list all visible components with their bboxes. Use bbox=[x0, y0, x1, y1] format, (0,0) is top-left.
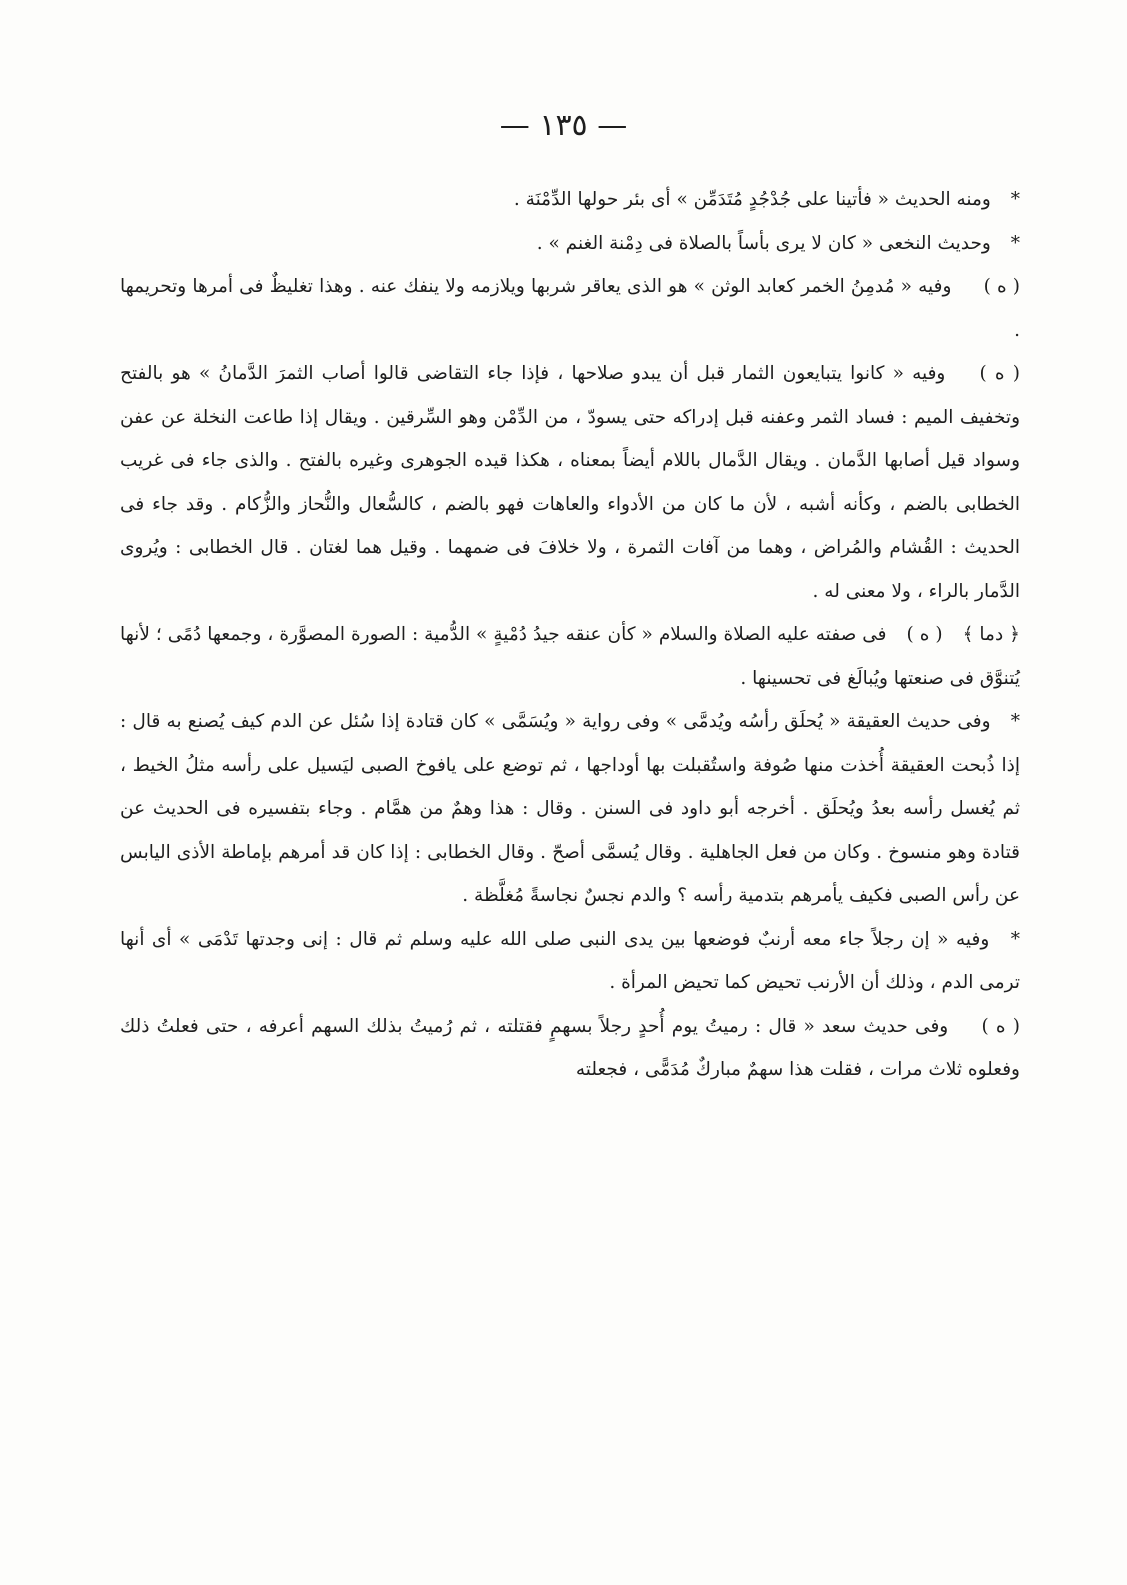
paragraph-3 bbox=[120, 265, 1020, 352]
paragraph-6 bbox=[120, 700, 1020, 918]
paragraph-text: وفى حديث سعد « قال : رميتُ يوم أُحدٍ رجلاً بسهمٍ فقتلته ، ثم رُميتُ بذلك السهم أعرفه ، حتى فعلتُ ذلك وفعلوه ثلاث مرات ، فقلت هذا سهمٌ مباركٌ مُدَمًّى ، فجعلته bbox=[120, 1015, 1020, 1080]
paragraph-text: وفيه « كانوا يتبايعون الثمار قبل أن يبدو صلاحها ، فإذا جاء التقاضى قالوا أصاب الثمرَ الدَّمانُ » هو بالفتح وتخفيف الميم : فساد الثمر وعفنه قبل إدراكه حتى يسودّ ، من الدِّمْن وهو السِّرقين . ويقال إذا طاعت النخلة عن عفن وسواد قيل أصابها الدَّمان . ويقال الدَّمال باللام أيضاً بمعناه ، هكذا قيده الجوهرى وغيره بالفتح . والذى جاء فى غريب الخطابى بالضم ، وكأنه أشبه ، لأن ما كان من الأدواء والعاهات فهو بالضم ، كالسُّعال والنُّحاز والزُّكام . وقد جاء فى الحديث : القُشام والمُراض ، وهما من آفات الثمرة ، ولا خلافَ فى ضمهما . وقيل هما لغتان . قال الخطابى : ويُروى الدَّمار بالراء ، ولا معنى له . bbox=[120, 363, 1020, 602]
page-body bbox=[120, 178, 1020, 1092]
paragraph-text: وفيه « مُدمِنُ الخمر كعابد الوثن » هو الذى يعاقر شربها ويلازمه ولا ينفك عنه . وهذا تغليظٌ فى أمرها وتحريمها . bbox=[120, 276, 1020, 341]
page-number: — ١٣٥ — bbox=[499, 108, 628, 143]
paragraph-marker: * bbox=[1010, 928, 1020, 950]
paragraph-marker: * bbox=[1010, 711, 1021, 732]
paragraph-text: فى صفته عليه الصلاة والسلام « كأن عنقه جيدُ دُمْيةٍ » الدُّمية : الصورة المصوَّرة ، وجمعها دُمًى ؛ لأنها يُتنوَّق فى صنعتها ويُبالَغ فى تحسينها . bbox=[120, 624, 1020, 689]
paragraph-text: وفيه « إن رجلاً جاء معه أرنبٌ فوضعها بين يدى النبى صلى الله عليه وسلم ثم قال : إنى وجدتها تَدْمَى » أى أنها ترمى الدم ، وذلك أن الأرنب تحيض كما تحيض المرأة . bbox=[120, 928, 1020, 993]
source-tag: ( ه ) bbox=[979, 363, 1020, 384]
paragraph-7 bbox=[120, 918, 1020, 1005]
source-tag: ( ه ) bbox=[906, 624, 943, 645]
paragraph-8 bbox=[120, 1005, 1020, 1092]
entry-heading: ﴿ دما ﴾ bbox=[962, 624, 1020, 645]
paragraph-1 bbox=[120, 178, 1020, 222]
paragraph-2 bbox=[120, 222, 1020, 266]
paragraph-5 bbox=[120, 613, 1020, 700]
paragraph-text: وحديث النخعى « كان لا يرى بأساً بالصلاة فى دِمْنة الغنم » . bbox=[536, 232, 991, 254]
paragraph-text: ومنه الحديث « فأتينا على جُدْجُدٍ مُتَدَمِّن » أى بئر حولها الدِّمْنَة . bbox=[513, 189, 991, 210]
paragraph-text: وفى حديث العقيقة « يُحلَق رأسُه ويُدمَّى » وفى رواية « ويُسَمَّى » كان قتادة إذا سُئل عن الدم كيف يُصنع به قال : إذا ذُبحت العقيقة أُخذت منها صُوفة واستُقبلت بها أوداجها ، ثم توضع على يافوخ الصبى ليَسيل على رأسه مثلُ الخيط ، ثم يُغسل رأسه بعدُ ويُحلَق . أخرجه أبو داود فى السنن . وقال : هذا وهمٌ من همَّام . وجاء بتفسيره فى الحديث عن قتادة وهو منسوخ . وكان من فعل الجاهلية . وقال يُسمَّى أصحّ . وقال الخطابى : إذا كان قد أمرهم بإماطة الأذى اليابس عن رأس الصبى فكيف يأمرهم بتدمية رأسه ؟ والدم نجسٌ نجاسةً مُغلَّظة . bbox=[120, 711, 1020, 906]
paragraph-4 bbox=[120, 352, 1020, 613]
source-tag: ( ه ) bbox=[983, 276, 1020, 297]
source-tag: ( ه ) bbox=[981, 1015, 1020, 1037]
paragraph-marker: * bbox=[1010, 189, 1020, 210]
paragraph-marker: * bbox=[1010, 232, 1020, 254]
